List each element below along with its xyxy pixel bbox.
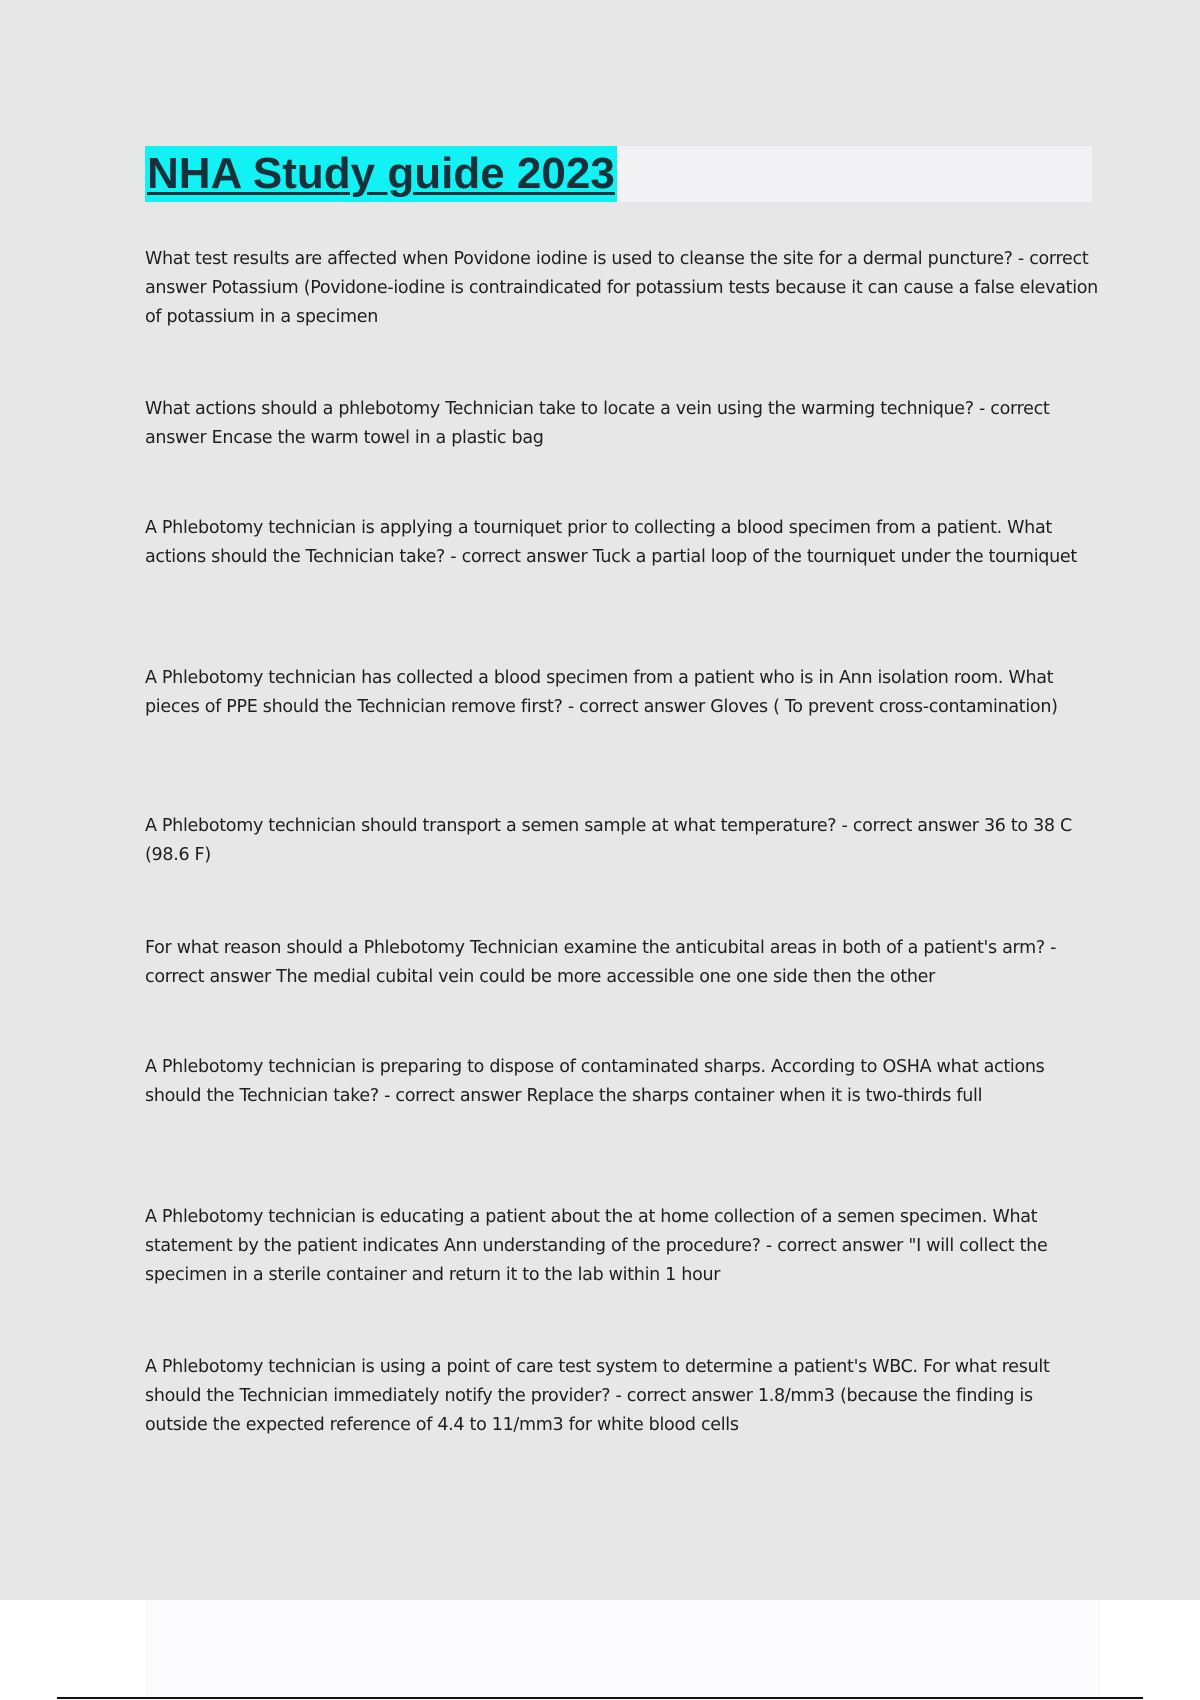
page-title: NHA Study guide 2023 (145, 146, 617, 202)
qa-item-6: For what reason should a Phlebotomy Technician examine the anticubital areas in both of a patient's arm? - correct answer The medial cubital vein could be more accessible one one side then the other (145, 938, 1057, 987)
qa-item-1: What test results are affected when Povidone iodine is used to cleanse the site for a dermal puncture? - correct answer Potassium (Povidone-iodine is contraindicated for potassium tests because it can cause a false elevation of potassium in a specimen (145, 249, 1098, 327)
footer-rule (57, 1697, 1143, 1699)
qa-item-9: A Phlebotomy technician is using a point of care test system to determine a patient's WBC. For what result should the Technician immediately notify the provider? - correct answer 1.8/mm3 (because the finding is outside the expected reference of 4.4 to 11/mm3 for white blood cells (145, 1357, 1050, 1435)
qa-item-3: A Phlebotomy technician is applying a tourniquet prior to collecting a blood specimen from a patient. What actions should the Technician take? - correct answer Tuck a partial loop of the tourniquet under the tourniquet (145, 518, 1077, 567)
qa-item-2: What actions should a phlebotomy Technician take to locate a vein using the warming technique? - correct answer Encase the warm towel in a plastic bag (145, 399, 1050, 448)
qa-item-4: A Phlebotomy technician has collected a blood specimen from a patient who is in Ann isolation room. What pieces of PPE should the Technician remove first? - correct answer Gloves ( To prevent cross-contamination) (145, 668, 1058, 717)
qa-item-5: A Phlebotomy technician should transport a semen sample at what temperature? - correct answer 36 to 38 C (98.6 F) (145, 816, 1072, 865)
qa-item-7: A Phlebotomy technician is preparing to dispose of contaminated sharps. According to OSHA what actions should the Technician take? - correct answer Replace the sharps container when it is two-thirds full (145, 1057, 1045, 1106)
qa-item-8: A Phlebotomy technician is educating a patient about the at home collection of a semen specimen. What statement by the patient indicates Ann understanding of the procedure? - correct answer "I will collect the specimen in a sterile container and return it to the lab within 1 hour (145, 1207, 1048, 1285)
footer-area (145, 1600, 1100, 1696)
